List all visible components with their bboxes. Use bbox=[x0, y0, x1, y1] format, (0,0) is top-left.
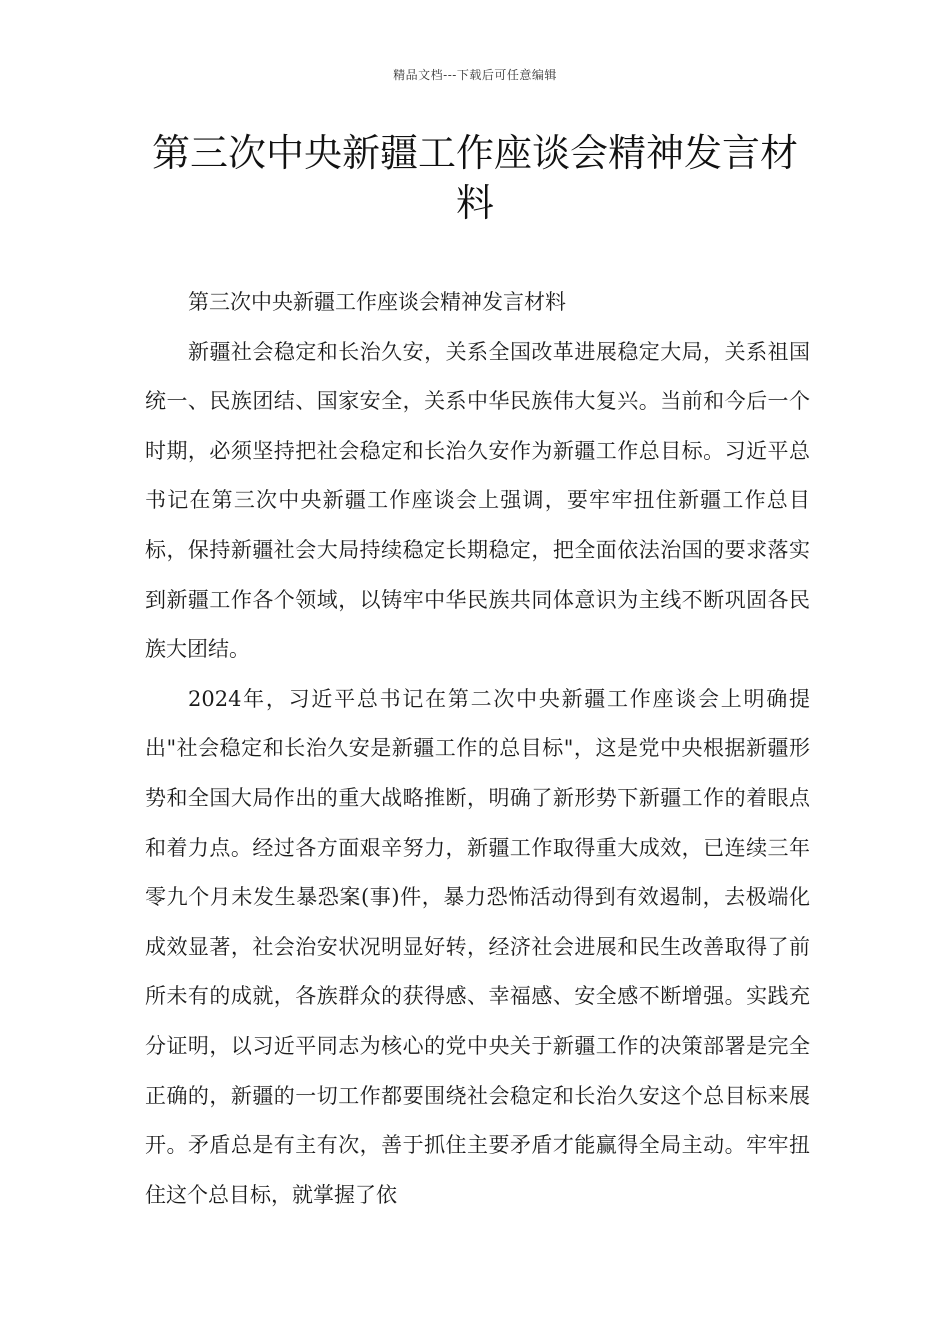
document-subtitle: 第三次中央新疆工作座谈会精神发言材料 bbox=[188, 290, 566, 314]
paragraph-2: 2024年，习近平总书记在第二次中央新疆工作座谈会上明确提出"社会稳定和长治久安是新疆工作的总目标"，这是党中央根据新疆形势和全国大局作出的重大战略推断，明确了新形势下新疆工作的着眼点和着力点。经过各方面艰辛努力，新疆工作取得重大成效，已连续三年零九个月未发生暴恐案(事)件，暴力恐怖活动得到有效遏制，去极端化成效显著，社会治安状况明显好转，经济社会进展和民生改善取得了前所未有的成就，各族群众的获得感、幸福感、安全感不断增强。实践充分证明，以习近平同志为核心的党中央关于新疆工作的决策部署是完全正确的，新疆的一切工作都要围绕社会稳定和长治久安这个总目标来展开。矛盾总是有主有次，善于抓住主要矛盾才能赢得全局主动。牢牢扭住这个总目标，就掌握了依 bbox=[145, 686, 810, 1207]
header-note: 精品文档---下载后可任意编辑 bbox=[393, 68, 557, 82]
paragraph-1: 新疆社会稳定和长治久安，关系全国改革进展稳定大局，关系祖国统一、民族团结、国家安全，关系中华民族伟大复兴。当前和今后一个时期，必须坚持把社会稳定和长治久安作为新疆工作总目标。习近平总书记在第三次中央新疆工作座谈会上强调，要牢牢扭住新疆工作总目标，保持新疆社会大局持续稳定长期稳定，把全面依法治国的要求落实到新疆工作各个领域，以铸牢中华民族共同体意识为主线不断巩固各民族大团结。 bbox=[145, 339, 810, 662]
document-body bbox=[145, 278, 810, 1220]
document-title: 第三次中央新疆工作座谈会精神发言材料 bbox=[151, 131, 798, 225]
